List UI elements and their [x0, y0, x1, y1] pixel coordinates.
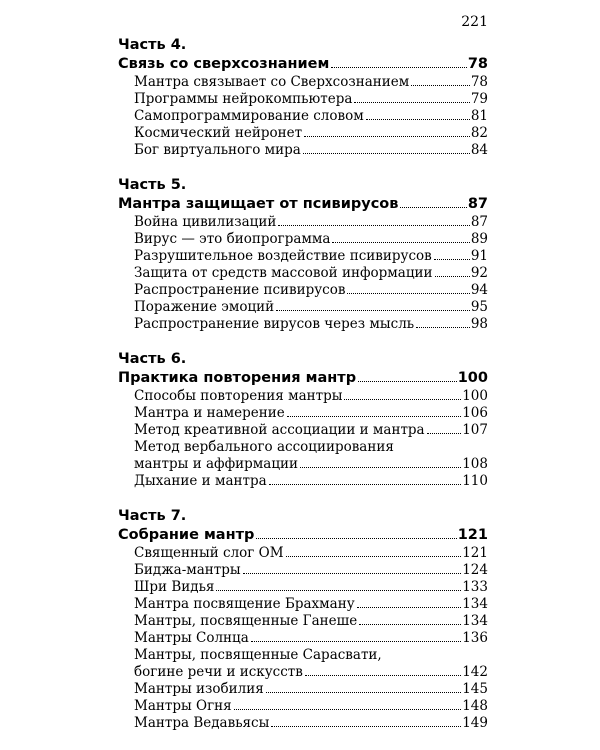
toc-entry-page: 94 — [470, 282, 488, 298]
chapter-heading — [118, 195, 488, 214]
toc-entry-page: 92 — [470, 265, 488, 281]
toc-entry — [118, 473, 488, 490]
leader-dots — [278, 225, 469, 226]
toc-entry — [118, 265, 488, 282]
leader-dots — [400, 207, 466, 208]
toc-entry-title: Мантры Солнца — [134, 630, 249, 646]
toc-entry — [118, 214, 488, 231]
toc-entry-page: 79 — [470, 91, 488, 107]
toc-entry-title: Метод креативной ассоциации и мантра — [134, 422, 425, 438]
toc-entry-page: 121 — [462, 545, 488, 561]
chapter-heading-page: 87 — [467, 196, 488, 212]
toc-entry — [118, 74, 488, 91]
toc-entry — [118, 613, 488, 630]
leader-dots — [269, 484, 462, 485]
leader-dots — [266, 692, 461, 693]
toc-entry — [118, 664, 488, 681]
toc-entry-title: Шри Видья — [134, 579, 215, 595]
toc-entry-title: Распространение вирусов через мысль — [134, 316, 415, 332]
leader-dots — [287, 416, 461, 417]
toc-entry — [118, 715, 488, 732]
leader-dots — [347, 293, 469, 294]
toc-entry — [118, 142, 488, 159]
toc-entry-title: Поражение эмоций — [134, 299, 275, 315]
chapter-heading-page: 121 — [457, 527, 488, 543]
leader-dots — [358, 381, 457, 382]
table-of-contents — [118, 36, 488, 749]
toc-entry-title: Вирус — это биопрограмма — [134, 231, 331, 247]
leader-dots — [234, 709, 462, 710]
toc-entry-page: 82 — [470, 125, 488, 141]
chapter-heading-title: Мантра защищает от псивирусов — [118, 196, 399, 212]
toc-entry — [118, 405, 488, 422]
leader-dots — [304, 136, 470, 137]
toc-entry — [118, 596, 488, 613]
toc-entry-page: 108 — [462, 456, 488, 472]
toc-entry-page: 100 — [462, 388, 488, 404]
toc-entry-line: Метод вербального ассоциирования — [134, 439, 394, 455]
toc-entry — [118, 545, 488, 562]
toc-entry-title: Космический нейронет — [134, 125, 303, 141]
leader-dots — [427, 433, 462, 434]
leader-dots — [286, 556, 462, 557]
toc-entry-title: Мантра посвящение Брахману — [134, 596, 355, 612]
toc-entry-title: Война цивилизаций — [134, 214, 277, 230]
toc-entry-title: Мантра и намерение — [134, 405, 285, 421]
toc-entry-page: 142 — [462, 664, 488, 680]
toc-entry-page: 98 — [470, 316, 488, 332]
leader-dots — [357, 607, 462, 608]
toc-entry — [118, 316, 488, 333]
toc-entry — [118, 456, 488, 473]
toc-entry-page: 84 — [470, 142, 488, 158]
leader-dots — [354, 102, 469, 103]
leader-dots — [305, 675, 461, 676]
toc-entry-title: Самопрограммирование словом — [134, 108, 364, 124]
toc-entry-title: Разрушительное воздействие псивирусов — [134, 248, 432, 264]
toc-entry-title: Мантра Ведавьясы — [134, 715, 270, 731]
leader-dots — [434, 259, 470, 260]
toc-entry — [118, 388, 488, 405]
toc-entry-page: 78 — [470, 74, 488, 90]
toc-entry-page: 134 — [462, 613, 488, 629]
toc-entry-page: 145 — [462, 681, 488, 697]
toc-entry-title: богине речи и искусств — [134, 664, 303, 680]
leader-dots — [303, 153, 470, 154]
toc-entry-page: 95 — [470, 299, 488, 315]
toc-entry — [118, 299, 488, 316]
toc-entry-title: Дыхание и мантра — [134, 473, 267, 489]
part-label: Часть 4. — [118, 37, 187, 53]
toc-entry-title: Мантры изобилия — [134, 681, 264, 697]
toc-entry — [118, 681, 488, 698]
part-label: Часть 5. — [118, 177, 187, 193]
chapter-heading — [118, 526, 488, 545]
toc-entry — [118, 698, 488, 715]
part-label: Часть 6. — [118, 351, 187, 367]
toc-entry-title: Бог виртуального мира — [134, 142, 301, 158]
leader-dots — [271, 726, 461, 727]
toc-entry-title: Мантры, посвященные Ганеше — [134, 613, 358, 629]
toc-entry-page: 81 — [470, 108, 488, 124]
toc-entry-page: 87 — [470, 214, 488, 230]
toc-entry-title: Программы нейрокомпьютера — [134, 91, 353, 107]
toc-entry — [118, 422, 488, 439]
chapter-heading-title: Собрание мантр — [118, 527, 255, 543]
toc-entry-page: 148 — [462, 698, 488, 714]
toc-entry-page: 133 — [462, 579, 488, 595]
toc-entry — [118, 630, 488, 647]
toc-part — [118, 350, 488, 490]
leader-dots — [300, 467, 461, 468]
toc-entry-page: 89 — [470, 231, 488, 247]
leader-dots — [243, 573, 462, 574]
toc-entry-page: 124 — [462, 562, 488, 578]
leader-dots — [435, 276, 470, 277]
toc-entry — [118, 562, 488, 579]
page-number: 221 — [461, 14, 488, 30]
leader-dots — [344, 399, 461, 400]
leader-dots — [276, 310, 470, 311]
leader-dots — [416, 327, 470, 328]
toc-entry — [118, 231, 488, 248]
toc-part — [118, 36, 488, 159]
toc-entry — [118, 125, 488, 142]
chapter-heading-title: Связь со сверхсознанием — [118, 56, 330, 72]
chapter-heading — [118, 369, 488, 388]
toc-entry-page: 91 — [470, 248, 488, 264]
leader-dots — [359, 624, 461, 625]
toc-entry-page: 149 — [462, 715, 488, 731]
chapter-heading — [118, 55, 488, 74]
chapter-heading-page: 100 — [457, 370, 488, 386]
toc-entry-page: 134 — [462, 596, 488, 612]
leader-dots — [332, 242, 469, 243]
part-label: Часть 7. — [118, 508, 187, 524]
leader-dots — [331, 67, 466, 68]
toc-entry-title: Мантры Огня — [134, 698, 232, 714]
toc-entry-title: мантры и аффирмации — [134, 456, 299, 472]
leader-dots — [256, 538, 456, 539]
toc-entry-page: 136 — [462, 630, 488, 646]
leader-dots — [366, 119, 470, 120]
toc-part — [118, 507, 488, 732]
toc-part — [118, 176, 488, 333]
toc-entry — [118, 108, 488, 125]
toc-entry — [118, 91, 488, 108]
leader-dots — [411, 85, 470, 86]
toc-entry-title: Священный слог ОМ — [134, 545, 284, 561]
toc-entry — [118, 579, 488, 596]
chapter-heading-title: Практика повторения мантр — [118, 370, 357, 386]
toc-entry-line: Мантры, посвященные Сарасвати, — [134, 647, 382, 663]
toc-entry-title: Мантра связывает со Сверхсознанием — [134, 74, 410, 90]
chapter-heading-page: 78 — [467, 56, 488, 72]
toc-entry-page: 110 — [462, 473, 488, 489]
leader-dots — [251, 641, 461, 642]
toc-entry-title: Биджа-мантры — [134, 562, 241, 578]
leader-dots — [216, 590, 461, 591]
toc-entry — [118, 282, 488, 299]
toc-entry-page: 107 — [462, 422, 488, 438]
toc-entry-title: Способы повторения мантры — [134, 388, 343, 404]
toc-entry-title: Защита от средств массовой информации — [134, 265, 433, 281]
toc-entry-page: 106 — [462, 405, 488, 421]
toc-entry-title: Распространение псивирусов — [134, 282, 346, 298]
toc-entry — [118, 248, 488, 265]
